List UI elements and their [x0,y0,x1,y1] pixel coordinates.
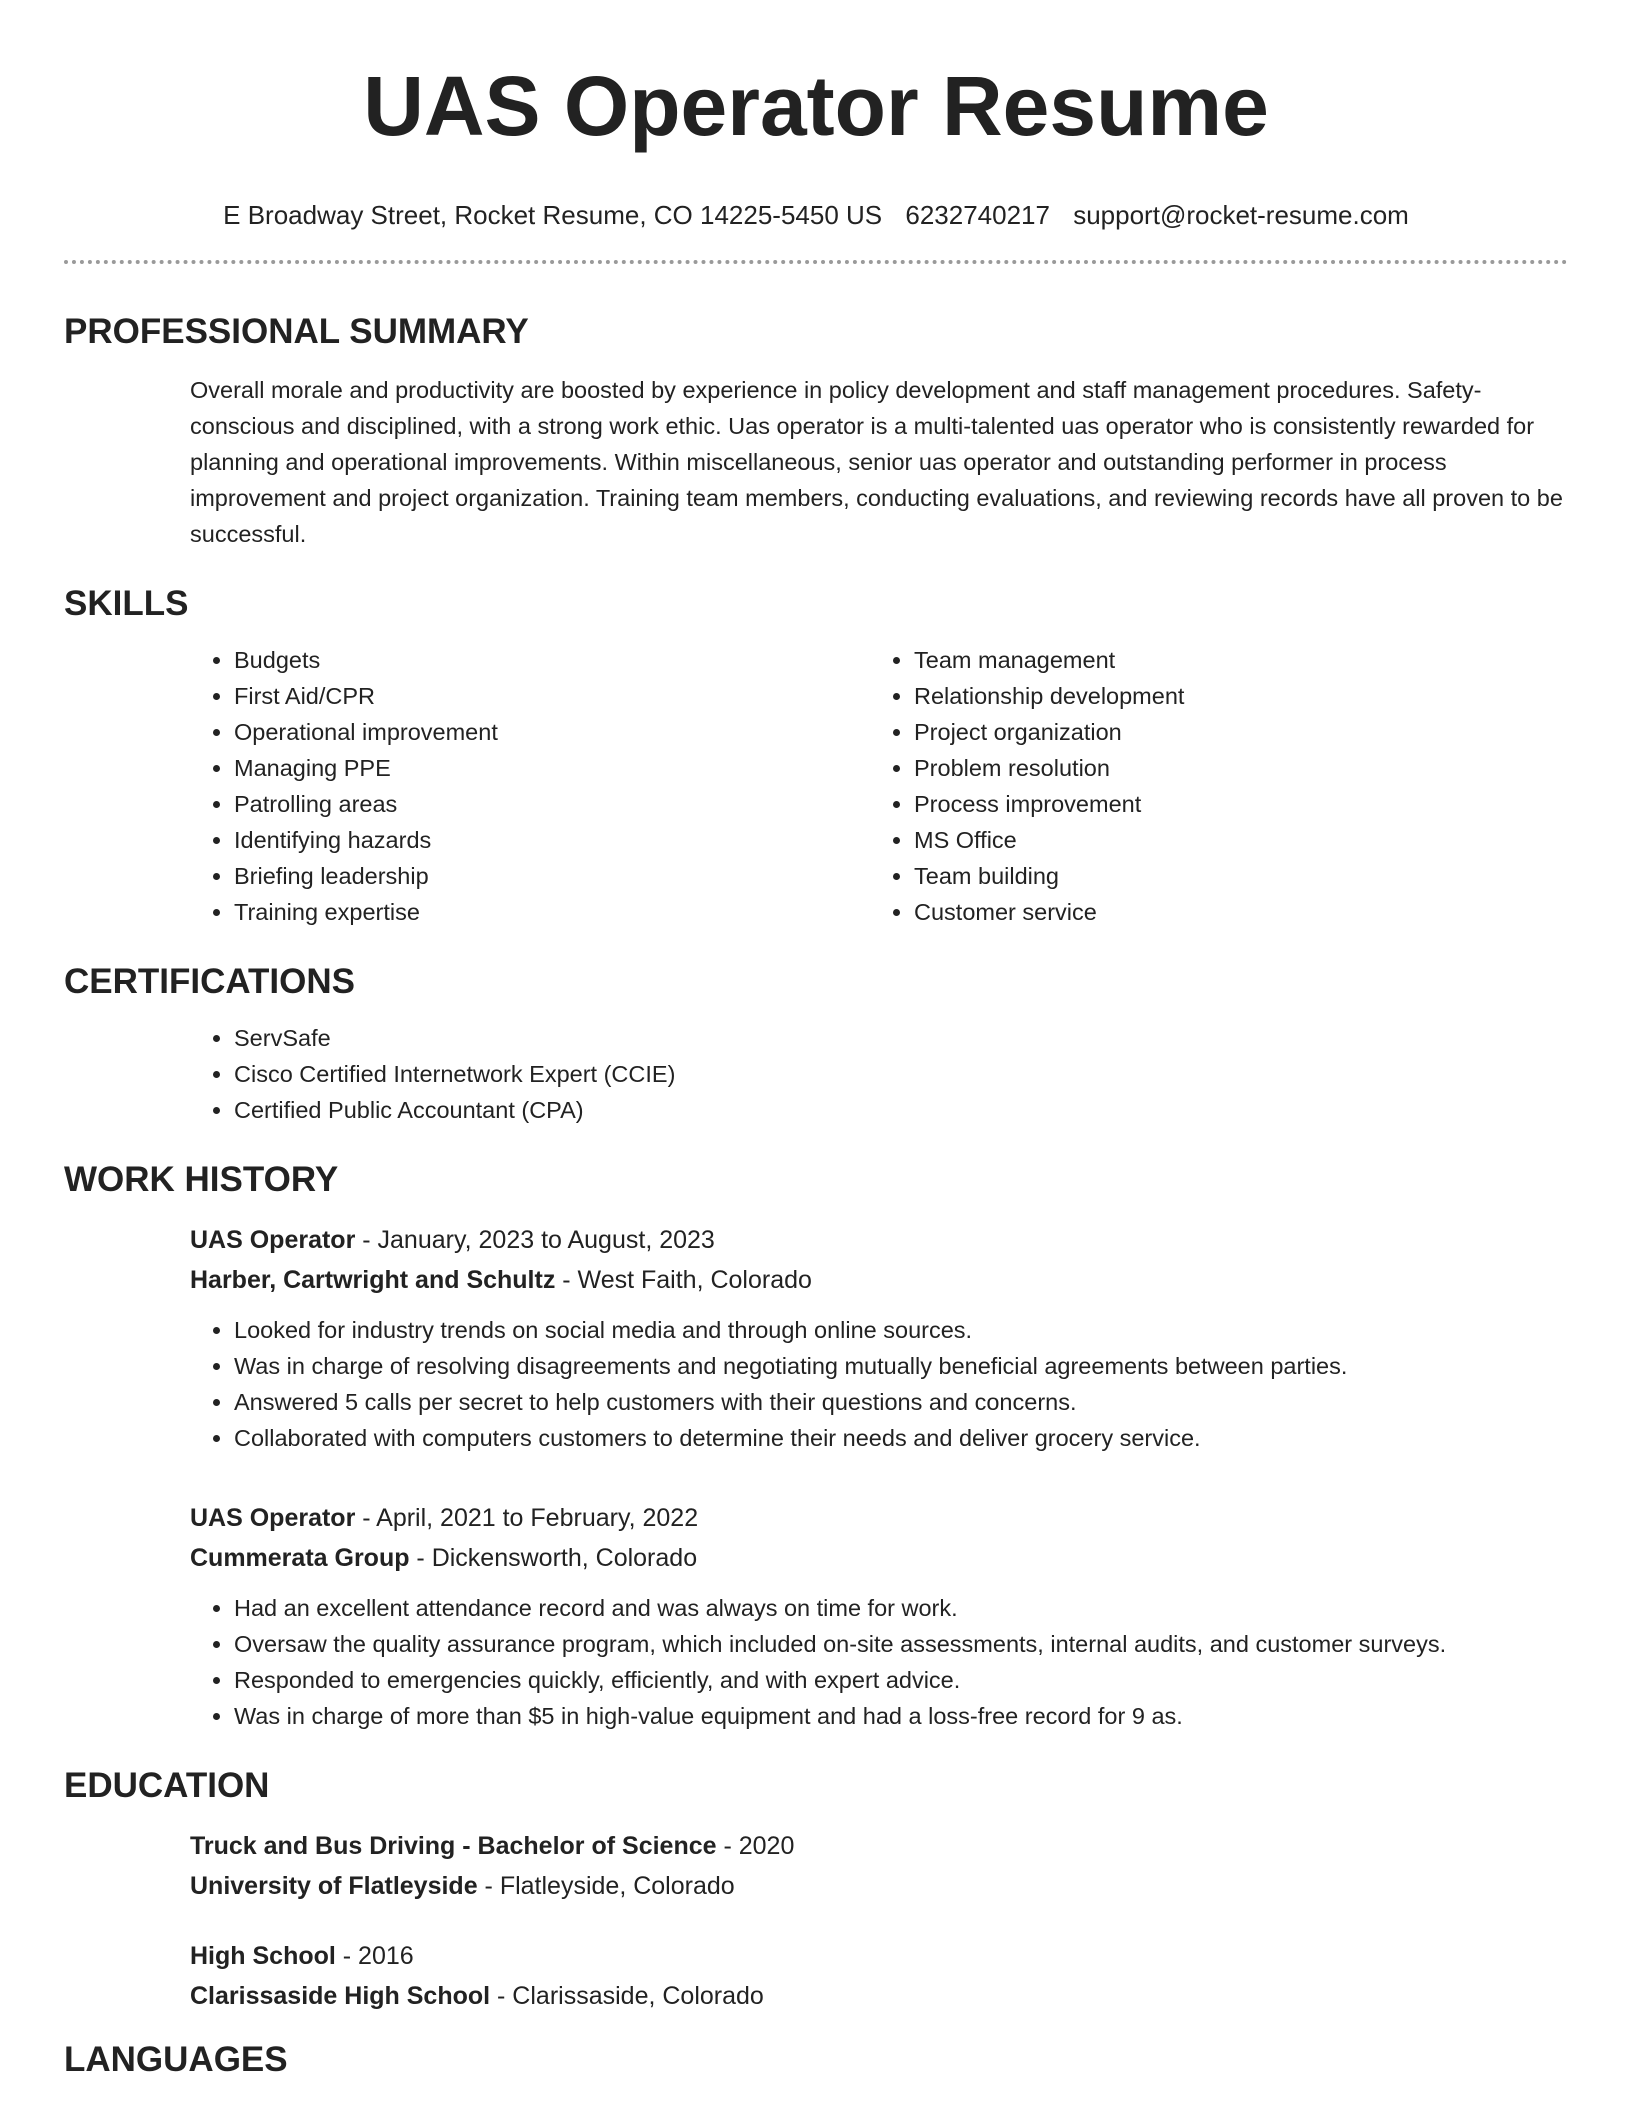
job-bullet: • Answered 5 calls per secret to help customers with their questions and concerns. [234,1384,1568,1420]
skill-item: • Operational improvement [234,714,870,750]
education-degree: Truck and Bus Driving - Bachelor of Science [190,1832,717,1860]
job-bullet: • Had an excellent attendance record and was always on time for work. [234,1590,1568,1626]
education-section [64,1764,1568,2016]
skills-column-left [190,642,870,930]
education-school-line [190,1976,1568,2016]
skill-item: • Budgets [234,642,870,678]
skill-item: • Briefing leadership [234,858,870,894]
professional-summary-section [64,310,1568,552]
certifications-section [64,960,1568,1128]
education-year: - 2016 [335,1942,414,1970]
skills-section [64,582,1568,930]
skill-item: • Team management [914,642,1550,678]
skill-item: • Project organization [914,714,1550,750]
job-bullet: • Looked for industry trends on social media and through online sources. [234,1312,1568,1348]
work-history-section [64,1158,1568,1734]
education-school-line [190,1866,1568,1906]
job-bullet: • Was in charge of more than $5 in high-value equipment and had a loss-free record for 9 as. [234,1698,1568,1734]
skills-grid [190,642,1568,930]
education-degree: High School [190,1942,336,1970]
job-company-line [190,1538,1568,1578]
certification-item: • Certified Public Accountant (CPA) [234,1092,1568,1128]
skill-item: • Customer service [914,894,1550,930]
skill-item: • Identifying hazards [234,822,870,858]
section-heading-education: EDUCATION [64,1766,270,1805]
education-location: - Flatleyside, Colorado [477,1872,735,1900]
section-heading-skills: SKILLS [64,584,189,623]
job-location: - Dickensworth, Colorado [409,1544,698,1572]
job-role-line [190,1498,1568,1538]
education-school: Clarissaside High School [190,1982,491,2010]
job-location: - West Faith, Colorado [555,1266,812,1294]
job-bullet: • Was in charge of resolving disagreements and negotiating mutually beneficial agreements between parties. [234,1348,1568,1384]
education-school: University of Flatleyside [190,1872,478,1900]
education-degree-line [190,1936,1568,1976]
job-company-line [190,1260,1568,1300]
certification-item: • ServSafe [234,1020,1568,1056]
job-role-line [190,1220,1568,1260]
section-heading-languages: LANGUAGES [64,2040,288,2079]
job-role: UAS Operator [190,1226,356,1254]
contact-address: E Broadway Street, Rocket Resume, CO 14225-5450 US [223,200,883,230]
header-divider [64,260,1568,264]
skill-item: • Managing PPE [234,750,870,786]
contact-line [64,200,1568,230]
skill-item: • Problem resolution [914,750,1550,786]
section-heading-work-history: WORK HISTORY [64,1160,339,1199]
skill-item: • Team building [914,858,1550,894]
skill-item: • Process improvement [914,786,1550,822]
job-role: UAS Operator [190,1504,356,1532]
skills-column-right [870,642,1550,930]
skill-item: • Patrolling areas [234,786,870,822]
job-bullet: • Collaborated with computers customers to determine their needs and deliver grocery service. [234,1420,1568,1456]
job-company: Cummerata Group [190,1544,410,1572]
job-entry [190,1498,1568,1734]
skill-item: • First Aid/CPR [234,678,870,714]
section-heading-summary: PROFESSIONAL SUMMARY [64,312,529,351]
job-dates: - April, 2021 to February, 2022 [355,1504,699,1532]
job-company: Harber, Cartwright and Schultz [190,1266,556,1294]
job-entry [190,1220,1568,1456]
resume-title: UAS Operator Resume [363,59,1269,153]
job-bullet: • Responded to emergencies quickly, efficiently, and with expert advice. [234,1662,1568,1698]
education-degree-line [190,1826,1568,1866]
education-year: - 2020 [716,1832,795,1860]
contact-phone: 6232740217 [905,200,1050,230]
section-heading-certifications: CERTIFICATIONS [64,962,356,1001]
skill-item: • MS Office [914,822,1550,858]
contact-email: support@rocket-resume.com [1073,200,1409,230]
languages-section [64,2038,1568,2082]
job-dates: - January, 2023 to August, 2023 [355,1226,715,1254]
resume-header [64,0,1568,264]
education-entry [190,1826,1568,1906]
summary-text: Overall morale and productivity are boosted by experience in policy development and staff management procedures. Safety-conscious and disciplined, with a strong work ethic. Uas operator is a multi-talented uas operator who is consistently rewarded for planning and operational improvements. Within miscellaneous, senior uas operator and outstanding performer in process improvement and project organization. Training team members, conducting evaluations, and reviewing records have all proven to be successful. [190,377,1563,547]
certification-item: • Cisco Certified Internetwork Expert (CCIE) [234,1056,1568,1092]
skill-item: • Training expertise [234,894,870,930]
education-entry [190,1936,1568,2016]
education-location: - Clarissaside, Colorado [490,1982,764,2010]
job-bullet: • Oversaw the quality assurance program, which included on-site assessments, internal audits, and customer surveys. [234,1626,1568,1662]
skill-item: • Relationship development [914,678,1550,714]
